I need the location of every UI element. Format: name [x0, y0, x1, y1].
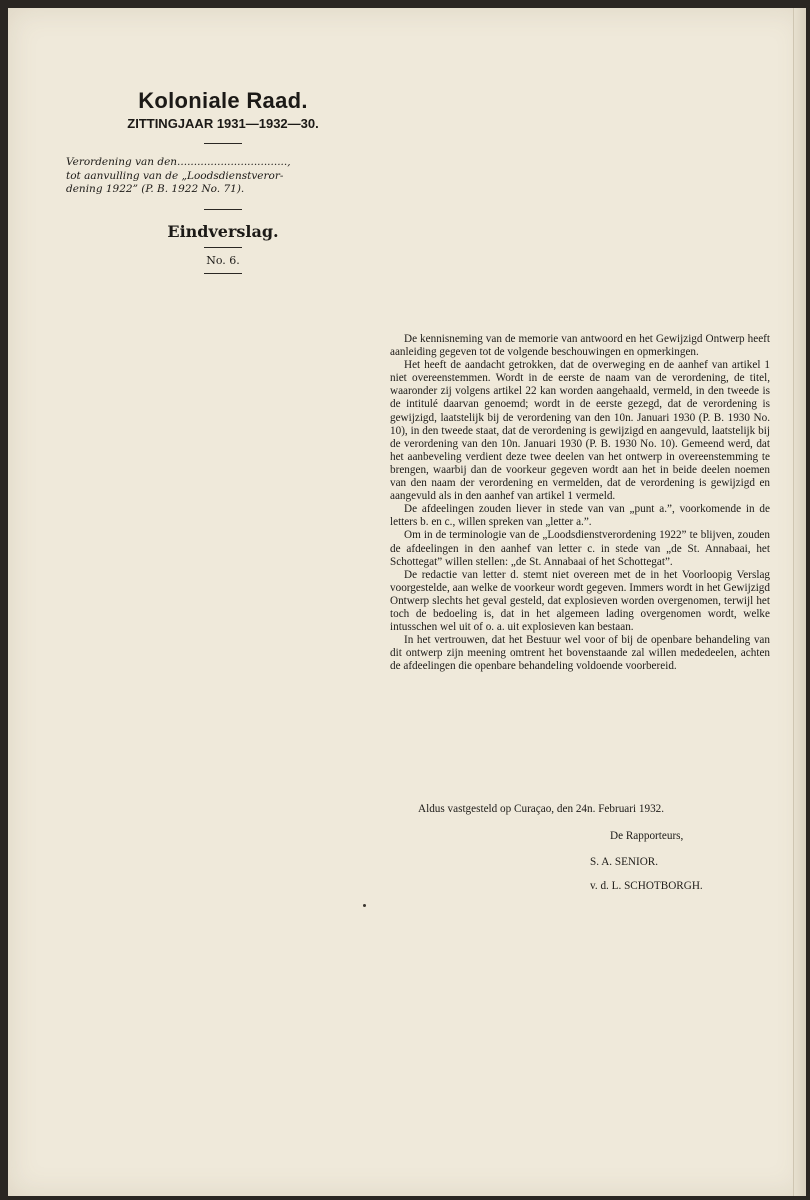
paragraph: Het heeft de aandacht getrokken, dat de overweging en de aanhef van artikel 1 niet overeenstemmen. Wordt in de eerste de naam van de verordening, de titel, waaronder zij volgens artikel 22 kan worden aangehaald, vermeld, in den tweede is de intitulé daarvan genoemd; wordt in de eerste gezegd, dat de verordening is gewijzigd, laatstelijk bij de verordening van den 10n. Januari 1930 (P. B. 1930 No. 10), in den tweede staat, dat de verordening is gewijzigd en aangevuld, laatstelijk bij de verordening van den 10n. Januari 1930 (P. B. 1930 No. 10). Gemeend werd, dat het aanbeveling verdient deze twee deelen van het ontwerp in overeenstemming te brengen, waarbij dan de voorkeur gegeven wordt aan het in beide deelen noemen van den naam der verordening en vermelden, dat de verordening is gewijzigd en aangevuld als in den aanhef van artikel 1 vermeld. — [390, 359, 770, 503]
page-edge — [793, 8, 806, 1196]
paragraph: De afdeelingen zouden liever in stede van van „punt a.”, voorkomende in de letters b. en c., willen spreken van „letter a.”. — [390, 503, 770, 529]
ink-speck — [363, 904, 366, 907]
subject-line: dening 1922” (P. B. 1922 No. 71). — [66, 183, 245, 195]
divider — [204, 143, 242, 144]
session-year: ZITTINGJAAR 1931—1932—30. — [127, 116, 319, 131]
divider — [204, 273, 242, 274]
council-title: Koloniale Raad. — [138, 88, 308, 113]
report-body — [390, 333, 770, 673]
divider — [204, 247, 242, 248]
subject-line: Verordening van den................................., — [66, 156, 291, 168]
divider — [204, 209, 242, 210]
subject-line: tot aanvulling van de „Loodsdienstveror- — [66, 169, 284, 182]
document-type: Eindverslag. — [167, 221, 279, 241]
document-header — [66, 88, 348, 286]
signatory: v. d. L. SCHOTBORGH. — [590, 880, 703, 892]
document-page — [8, 8, 806, 1196]
paragraph: Om in de terminologie van de „Loodsdienstverordening 1922” te blijven, zouden de afdeelingen in den aanhef van letter c. in stede van „de St. Annabaai, het Schottegat” willen stellen: „de St. Annabaai of het Schottegat”. — [390, 529, 770, 568]
subject-heading — [66, 156, 366, 197]
paragraph: De redactie van letter d. stemt niet overeen met de in het Voorloopig Verslag voorgestelde, aan welke de voorkeur wordt gegeven. Immers wordt in het Gewijzigd Ontwerp slechts het geval gesteld, dat explosieven worden overgenomen, terwijl het toch de bedoeling is, dat in het algemeen lading overgenomen wordt, welke intusschen wel uit of o. a. uit explosieven kan bestaan. — [390, 568, 770, 634]
paragraph: De kennisneming van de memorie van antwoord en het Gewijzigd Ontwerp heeft aanleiding gegeven tot de volgende beschouwingen en opmerkingen. — [390, 333, 770, 359]
closing-statement: Aldus vastgesteld op Curaçao, den 24n. Februari 1932. — [418, 803, 665, 815]
rapporteurs-label: De Rapporteurs, — [610, 830, 684, 842]
document-number: No. 6. — [206, 253, 240, 267]
paragraph: In het vertrouwen, dat het Bestuur wel voor of bij de openbare behandeling van dit ontwerp zijn meening omtrent het bovenstaande zal willen mededeelen, achten de afdeelingen die openbare behandeling voldoende voorbereid. — [390, 634, 770, 673]
signatory: S. A. SENIOR. — [590, 856, 659, 868]
